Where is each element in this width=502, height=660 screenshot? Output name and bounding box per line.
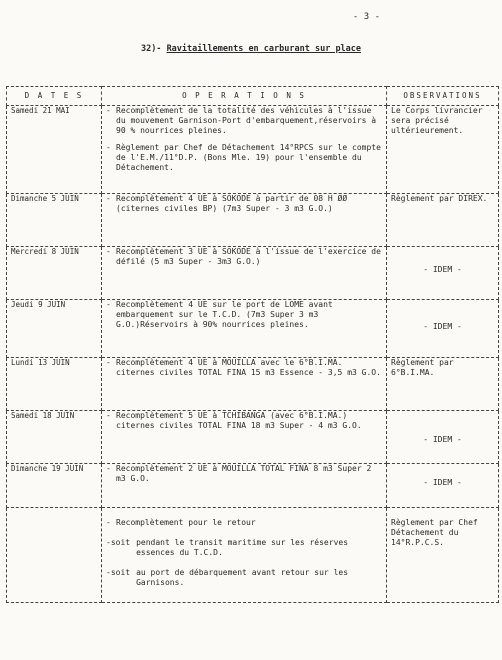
row-operations: [102, 194, 387, 247]
item-prefix: -: [106, 464, 111, 473]
table-row: [7, 194, 499, 247]
row-date: Samedi 21 MAI: [7, 106, 102, 194]
table-row: [7, 300, 499, 358]
row-observation: - IDEM -: [387, 464, 499, 508]
row-observation: - IDEM -: [387, 411, 499, 464]
item-prefix: -: [106, 411, 111, 420]
header-dates: D A T E S: [7, 87, 102, 106]
row-date: [7, 508, 102, 603]
operation-item: [106, 568, 382, 588]
table-row: [7, 508, 499, 603]
operation-item: [106, 300, 382, 330]
header-operations: O P E R A T I O N S: [102, 87, 387, 106]
operation-item: [106, 106, 382, 136]
item-prefix: -: [106, 143, 111, 152]
row-operations: [102, 300, 387, 358]
table-row: [7, 358, 499, 411]
item-text: Recomplètement pour le retour: [116, 518, 256, 527]
section-title-text: Ravitaillements en carburant sur place: [166, 44, 362, 54]
row-operations: [102, 247, 387, 300]
item-text: Recomplètement de la totalité des véhicules à l'issue du mouvement Garnison-Port d'embarquement,réservoirs à 90 % nourrices pleines.: [116, 106, 377, 135]
row-date: Dimanche 5 JUIN: [7, 194, 102, 247]
row-observation: - IDEM -: [387, 300, 499, 358]
row-date: Samedi 18 JUIN: [7, 411, 102, 464]
item-prefix: -: [106, 106, 111, 115]
item-text: Recomplètement 4 UE à SOKODE à partir de 08 H ØØ (citernes civiles BP) (7m3 Super - 3 m3 G.O.): [116, 194, 348, 213]
item-text: Recomplètement 4 UE à MOUILLA avec le 6°B.I.MA. citernes civiles TOTAL FINA 15 m3 Essence - 3,5 m3 G.O.: [116, 358, 381, 377]
row-observation: Le Corps livrancier sera précisé ultérieurement.: [387, 106, 499, 194]
row-operations: [102, 508, 387, 603]
section-title: [0, 44, 502, 54]
page-number: - 3 -: [352, 12, 380, 22]
row-observation: - IDEM -: [387, 247, 499, 300]
table-header-row: [7, 87, 499, 106]
operation-item: [106, 247, 382, 267]
row-date: Lundi 13 JUIN: [7, 358, 102, 411]
operation-item: [106, 464, 382, 484]
item-prefix: -: [106, 518, 111, 527]
fuel-supply-table: [6, 86, 499, 603]
section-number: 32)-: [140, 44, 162, 54]
row-observation: Règlement par Chef Détachement du 14°R.P.C.S.: [387, 508, 499, 603]
item-text: Recomplètement 5 UE à TCHIBANGA (avec 6°B.I.MA.) citernes civiles TOTAL FINA 18 m3 Super - 4 m3 G.O.: [116, 411, 362, 430]
item-text: pendant le transit maritime sur les réserves essences du T.C.D.: [136, 538, 349, 557]
operation-item: [106, 518, 382, 528]
row-date: Jeudi 9 JUIN: [7, 300, 102, 358]
item-prefix: -soit: [106, 538, 131, 547]
operation-item: [106, 358, 382, 378]
row-operations: [102, 411, 387, 464]
item-prefix: -: [106, 300, 111, 309]
row-operations: [102, 464, 387, 508]
table-row: [7, 247, 499, 300]
table-row: [7, 464, 499, 508]
item-prefix: -: [106, 358, 111, 367]
table-row: [7, 106, 499, 194]
table-row: [7, 411, 499, 464]
header-observations: OBSERVATIONS: [387, 87, 499, 106]
row-date: Mercredi 8 JUIN: [7, 247, 102, 300]
item-prefix: -: [106, 194, 111, 203]
item-prefix: -: [106, 247, 111, 256]
row-observation: Règlement par DIREX.: [387, 194, 499, 247]
row-operations: [102, 358, 387, 411]
row-date: Dimanche 19 JUIN: [7, 464, 102, 508]
row-observation: Règlement par 6°B.I.MA.: [387, 358, 499, 411]
item-text: Recomplètement 3 UE à SOKODE à l'issue de l'exercice de défilé (5 m3 Super - 3m3 G.O.): [116, 247, 381, 266]
item-text: au port de débarquement avant retour sur les Garnisons.: [136, 568, 349, 587]
operation-item: [106, 538, 382, 558]
operation-item: [106, 143, 382, 173]
item-text: Recomplètement 2 UE à MOUILLA TOTAL FINA 8 m3 Super 2 m3 G.O.: [116, 464, 372, 483]
row-operations: [102, 106, 387, 194]
operation-item: [106, 194, 382, 214]
item-text: Règlement par Chef de Détachement 14°RPCS sur le compte de l'E.M./11°D.P. (Bons Mle. 19) pour l'ensemble du Détachement.: [116, 143, 381, 172]
operation-item: [106, 411, 382, 431]
item-text: Recomplètement 4 UE sur le port de LOME avant embarquement sur le T.C.D. (7m3 Super 3 m3 G.O.)Réservoirs à 90% nourrices pleines.: [116, 300, 333, 329]
item-prefix: -soit: [106, 568, 131, 577]
